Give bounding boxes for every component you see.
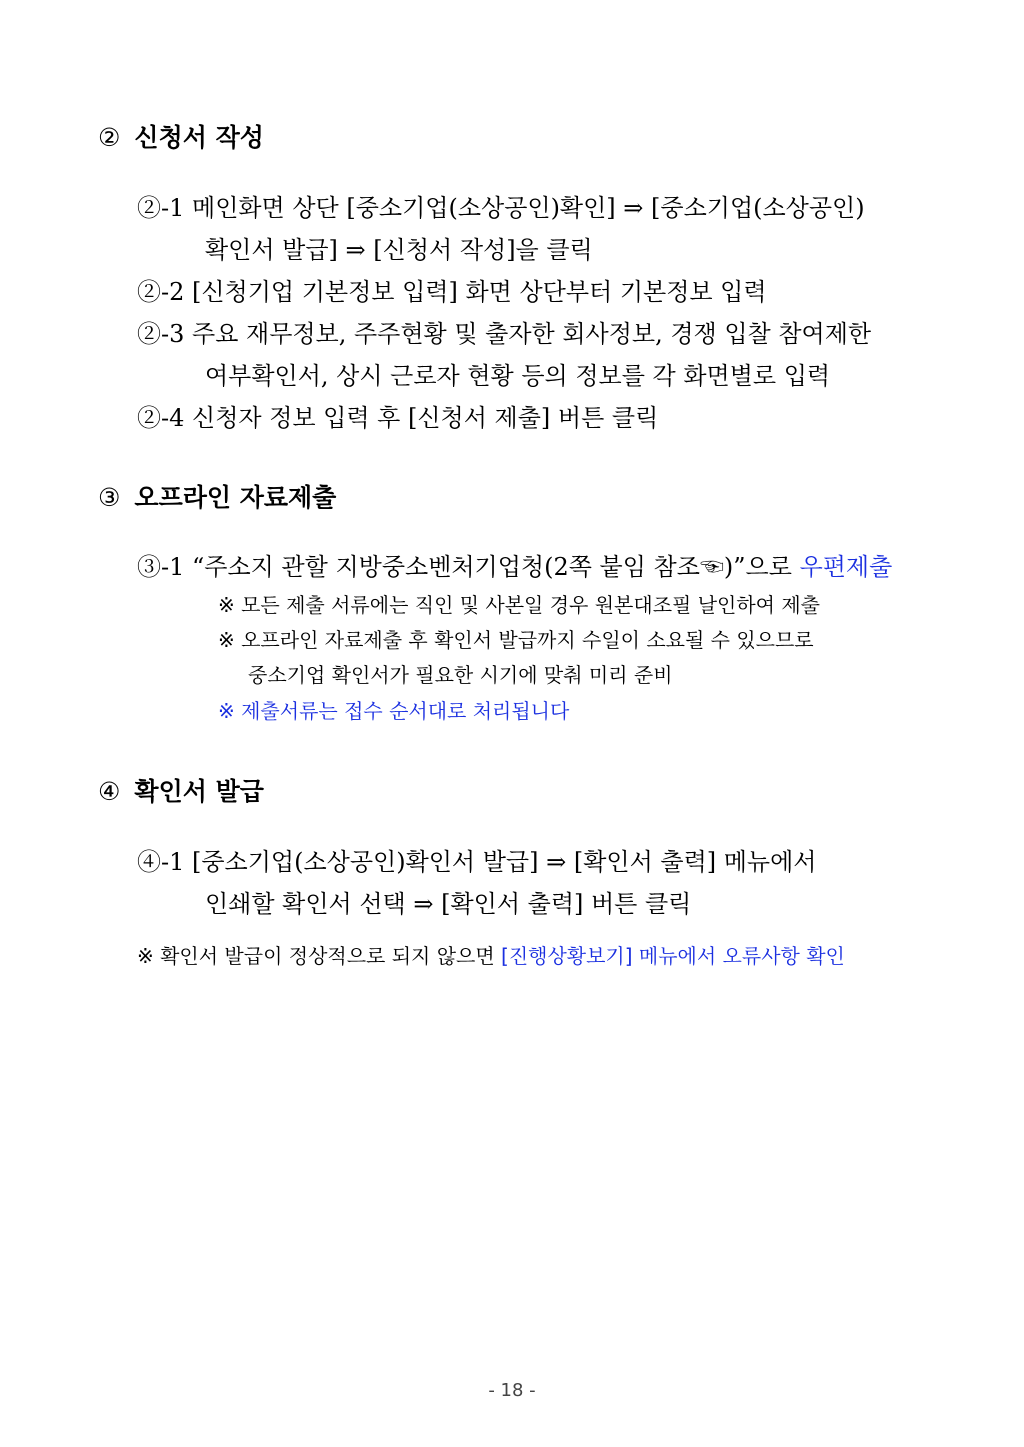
section-3-number: ③	[98, 483, 121, 512]
section-4-item-1-line-1: ④-1 [중소기업(소상공인)확인서 발급] ⇒ [확인서 출력] 메뉴에서	[137, 848, 817, 876]
section-4-title: 확인서 발급	[134, 777, 264, 806]
section-3-note-2-line-1: ※ 오프라인 자료제출 후 확인서 발급까지 수일이 소요될 수 있으므로	[218, 628, 814, 652]
section-4-heading	[98, 772, 264, 808]
section-4-number: ④	[98, 777, 121, 806]
section-2-title: 신청서 작성	[134, 123, 264, 152]
page-number: - 18 -	[488, 1380, 536, 1401]
section-2-item-1-line-2: 확인서 발급] ⇒ [신청서 작성]을 클릭	[205, 236, 593, 264]
section-2-number: ②	[98, 123, 121, 152]
section-4-item-1-line-2: 인쇄할 확인서 선택 ⇒ [확인서 출력] 버튼 클릭	[205, 890, 692, 918]
section-2-item-3-line-2: 여부확인서, 상시 근로자 현황 등의 정보를 각 화면별로 입력	[205, 362, 831, 390]
section-3-note-1: ※ 모든 제출 서류에는 직인 및 사본일 경우 원본대조필 날인하여 제출	[218, 593, 820, 617]
section-3-note-3: ※ 제출서류는 접수 순서대로 처리됩니다	[218, 699, 570, 723]
section-2-item-4: ②-4 신청자 정보 입력 후 [신청서 제출] 버튼 클릭	[137, 404, 659, 432]
section-3-note-2-line-2: 중소기업 확인서가 필요한 시기에 맞춰 미리 준비	[248, 663, 673, 687]
section-2-item-1-line-1: ②-1 메인화면 상단 [중소기업(소상공인)확인] ⇒ [중소기업(소상공인)	[137, 194, 865, 222]
section-3-item-1-highlight: 우편제출	[799, 553, 893, 581]
section-3-heading	[98, 478, 336, 514]
section-3-item-1-text: ③-1 “주소지 관할 지방중소벤처기업청(2쪽 붙임 참조☜)”으로	[137, 553, 800, 581]
section-4-note-highlight: [진행상황보기] 메뉴에서 오류사항 확인	[501, 944, 845, 968]
section-2-item-2: ②-2 [신청기업 기본정보 입력] 화면 상단부터 기본정보 입력	[137, 278, 767, 306]
section-4-note	[137, 940, 845, 969]
section-3-item-1	[137, 547, 892, 582]
section-3-title: 오프라인 자료제출	[134, 483, 337, 512]
section-4-note-text: ※ 확인서 발급이 정상적으로 되지 않으면	[137, 944, 502, 968]
section-2-heading	[98, 118, 264, 154]
section-2-item-3-line-1: ②-3 주요 재무정보, 주주현황 및 출자한 회사정보, 경쟁 입찰 참여제한	[137, 320, 872, 348]
